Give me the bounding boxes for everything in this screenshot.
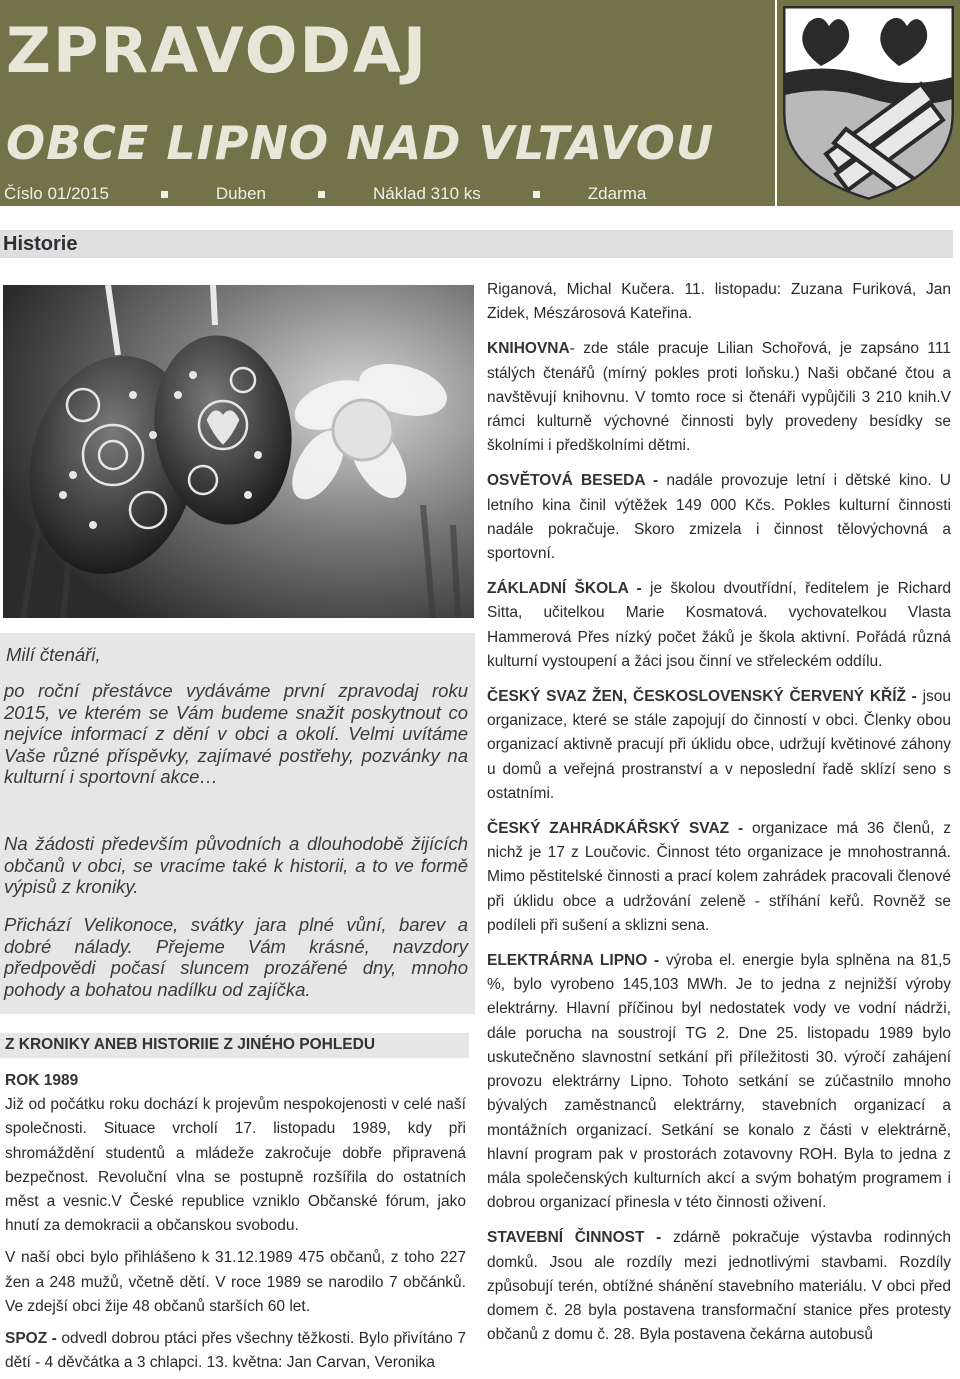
chronicle-item-library: KNIHOVNA- zde stále pracuje Lilian Schořová, je zapsáno 111 stálých čtenářů (mírný pokles proti loňsku.) Naši občané čtou a navštěvují knihovnu. V tomto roce si čtenáři vypůjčili 3 210 knih.V rámci kulturně výchovné činnosti byly provedeny besídky se školními i předškolními dětmi. (487, 340, 951, 455)
print-run: Náklad 310 ks (373, 184, 481, 203)
separator-square-icon (318, 191, 325, 198)
issue-number: Číslo 01/2015 (4, 184, 109, 203)
chronicle-left-column (5, 1069, 466, 1375)
price: Zdarma (587, 184, 647, 203)
separator-square-icon (161, 191, 168, 198)
chronicle-item-construction: STAVEBNÍ ČINNOST - zdárně pokračuje výstavba rodinných domků. Jsou ale rozdíly mezi jednotlivými stavbami. Rozdíly způsobují terén, obtížné shánění stavebního materiálu. V obci před domem č. 28 byla postavena transformační stanice přes protesty občanů z domu č. 28. Byla postavena čekárna autobusů (487, 1229, 951, 1344)
chronicle-item-women-union: ČESKÝ SVAZ ŽEN, ČESKOSLOVENSKÝ ČERVENÝ KŘÍŽ - jsou organizace, které se stále zapojují do činností v obci. Členky obou organizací aktivně pracují při úklidu obce, udržují květinové záhony u domů a veřejná prostranství a v neposlední řadě sklízí seno s ostatními. (487, 688, 952, 802)
easter-eggs-photo (3, 285, 474, 618)
chronicle-item-power-plant: ELEKTRÁRNA LIPNO - výroba el. energie byla splněna na 81,5 %, bylo vyrobeno 145,103 MWh. Je to jedna z nejnižší výroby elektrárny. Hlavní příčinou byl nedostatek vody ve vodní nádrži, dále porucha na soustrojí TG 2. Dne 25. listopadu 1989 bylo uskutečněno slavnostní setkání při příležitosti 30. výročí zahájení provozu elektrárny Lipno. Tohoto setkání se zúčastnilo mnoho bývalých zaměstnanců elektrárny, stavebních organizací a montážních organizací. Setkání se konalo z části v elektrárně, hlavní program pak v prostorách zotavovny ROH. Byla to jedna z mála společenských kulturních akcí a svým bohatým programem i dobrou organizací přinesla v této činnosti oživení. (487, 952, 951, 1212)
chronicle-title: Z KRONIKY ANEB HISTORIIE Z JINÉHO POHLEDU (5, 1036, 376, 1053)
chronicle-paragraph: V naší obci bylo přihlášeno k 31.12.1989 475 občanů, z toho 227 žen a 248 mužů, včetně dětí. V roce 1989 se narodilo 7 občánků. Ve zdejší obci žije 48 občanů starších 60 let. (5, 1249, 466, 1315)
chronicle-paragraph-spoz: SPOZ - odvedl dobrou ptáci přes všechny těžkosti. Bylo přivítáno 7 dětí - 4 děvčátka a 3 chlapci. 13. května: Jan Carvan, Veronika (5, 1330, 467, 1372)
issue-month: Duben (215, 184, 267, 203)
coat-of-arms (777, 0, 960, 206)
coat-of-arms-icon (781, 4, 956, 202)
intro-greeting: Milí čtenáři, (6, 644, 101, 665)
section-bar (0, 230, 953, 258)
issue-info (4, 184, 646, 204)
chronicle-right-column (487, 278, 951, 1347)
separator-square-icon (533, 191, 540, 198)
chronicle-paragraph: Riganová, Michal Kučera. 11. listopadu: Zuzana Furiková, Jan Zidek, Mészárosová Kateřina. (487, 281, 951, 323)
intro-paragraph: po roční přestávce vydáváme první zpravodaj roku 2015, ve kterém se Vám budeme snažit poskytnout co nejvíce informací z dění v obci a okolí. Velmi uvítáme Vaše různé příspěvky, zajímavé postřehy, pozvánky na kulturní i sportovní akce… (4, 680, 468, 787)
chronicle-item-gardeners: ČESKÝ ZAHRÁDKÁŘSKÝ SVAZ - organizace má 36 členů, z nichž je 17 z Loučovic. Činnost této organizace je mnohostranná. Mimo pěstitelské činnosti a prací kolem zahrádek pracovali členové při úklidu obce a udržování zeleně - stříhání keřů. Rovněž se podíleli při sušení a sklizni sena. (487, 820, 952, 934)
chronicle-year: ROK 1989 (5, 1072, 79, 1089)
newsletter-subtitle: OBCE LIPNO NAD VLTAVOU (6, 116, 715, 170)
chronicle-item-education: OSVĚTOVÁ BESEDA - nadále provozuje letní i dětské kino. U letního kina činil výtěžek 149 000 Kčs. Pokles kulturní činnosti nadále pokračuje. Skoro zmizela i činnost tělovýchovná a sportovní. (487, 472, 951, 563)
masthead (0, 0, 775, 206)
chronicle-heading-bar (0, 1033, 469, 1058)
intro-paragraph: Na žádosti především původních a dlouhodobě žijících občanů v obci, se vracíme také k historii, a to ve formě výpisů z kroniky. (4, 833, 468, 897)
newsletter-title: ZPRAVODAJ (6, 14, 429, 87)
chronicle-paragraph: Již od počátku roku dochází k projevům nespokojenosti v celé naší společnosti. Situace vrcholí 17. listopadu 1989, kdy při shromáždění studentů a mládeže zakročuje dobře připravená bezpečnost. Revoluční vlna se postupně rozšířila do ostatních měst a vesnic.V České republice vzniklo Občanské fórum, jako hnutí za demokracii a občanskou svobodu. (5, 1096, 466, 1235)
chronicle-item-school: ZÁKLADNÍ ŠKOLA - je školou dvoutřídní, ředitelem je Richard Sitta, učitelkou Marie Kosmatová. vychovatelkou Vlasta Hammerová Přes nízký počet žáků je škola aktivní. Pořádá různá kulturní vystoupení a žáci jsou činní ve střeleckém oddílu. (487, 580, 951, 670)
intro-paragraph: Přichází Velikonoce, svátky jara plné vůní, barev a dobré nálady. Přejeme Vám krásné, navzdory předpovědi počasí sluncem prozářené dny, mnoho pohody a bohatou nadílku od zajíčka. (4, 914, 468, 1000)
intro-box (0, 633, 475, 1014)
section-title: Historie (3, 233, 78, 255)
